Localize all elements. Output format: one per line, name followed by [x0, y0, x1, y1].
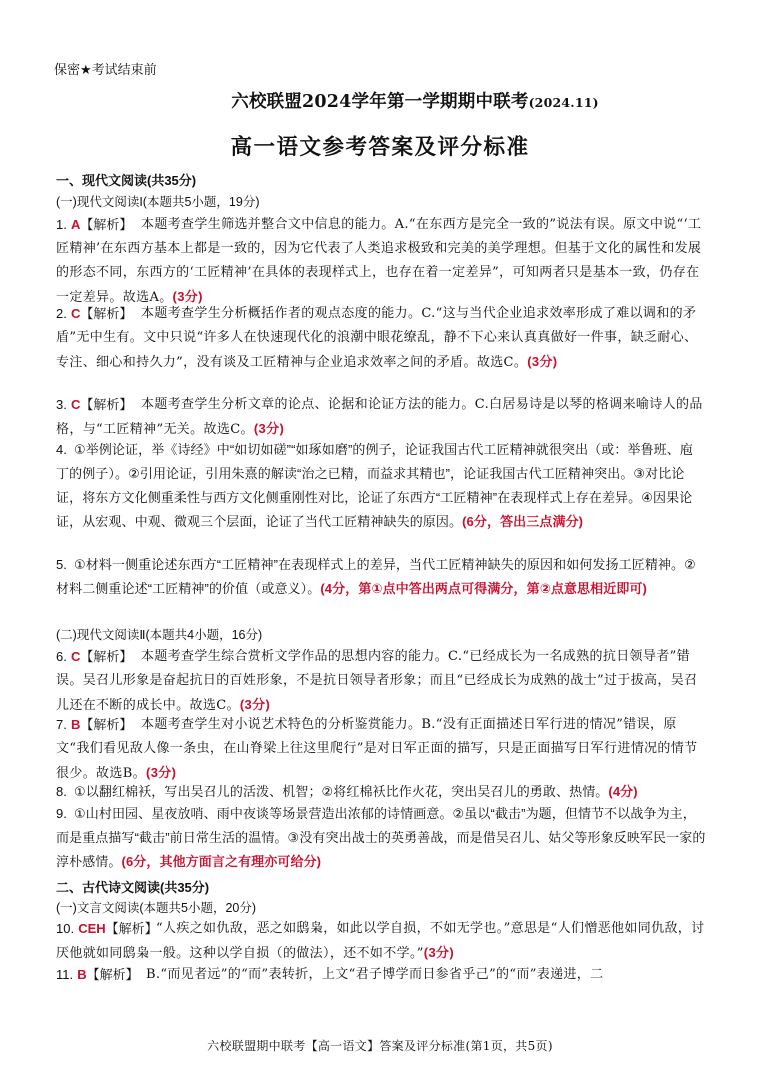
score-note: (3分) — [527, 354, 558, 369]
document-title: 高一语文参考答案及评分标准 — [230, 135, 530, 160]
confidential-label: 保密★考试结束前 — [54, 62, 157, 77]
question-9 — [56, 802, 706, 874]
question-number: 1. — [56, 217, 67, 232]
score-note: (6分，其他方面言之有理亦可给分) — [121, 854, 322, 869]
question-number: 11. — [56, 967, 74, 982]
exam-title — [0, 88, 760, 113]
analysis-tag: 【解析】 — [105, 921, 158, 936]
answer-choice: B — [70, 717, 81, 732]
score-note: (3分) — [423, 945, 455, 960]
question-number: 8. — [56, 784, 67, 799]
score-note: (4分) — [608, 784, 638, 799]
question-number: 7. — [56, 717, 67, 732]
question-2 — [56, 302, 706, 375]
score-note: (3分) — [146, 765, 177, 780]
question-8 — [56, 780, 706, 804]
score-note: (4分，第①点中答出两点可得满分，第②点意思相近即可) — [320, 581, 647, 596]
question-4 — [56, 438, 706, 534]
analysis-text: 本题考查学生筛选并整合文中信息的能力。A.“在东西方是完全一致的”说法有误。原文中说“‘工匠精神’在东西方基本上都是一致的，因为它代表了人类追求极致和完美的美学理想。但基于文化的属性和发展的形态不同，东西方的‘工匠精神’在具体的表现样式上，也存在着一定差异”，可知两者只是基本一致，仍存在一定差异。故选A。 — [56, 217, 702, 305]
score-note: (6分，答出三点满分) — [462, 514, 584, 529]
question-7 — [56, 713, 706, 786]
analysis-text: 本题考查学生综合赏析文学作品的思想内容的能力。C.“已经成长为一名成熟的抗日领导者”错误。吴召儿形象是奋起抗日的百姓形象，不是抗日领导者形象；而且“已经成长为成熟的战士”过于拔高，吴召儿还在不断的成长中。故选C。 — [56, 649, 698, 713]
analysis-tag: 【解析】 — [80, 217, 133, 232]
question-5 — [56, 553, 706, 601]
analysis-text: 本题考查学生分析概括作者的观点态度的能力。C.“这与当代企业追求效率形成了难以调和的矛盾”无中生有。文中只说“许多人在快速现代化的浪潮中眼花缭乱，静不下心来认真真做好一件事，缺乏耐心、专注、细心和持久力”，没有谈及工匠精神与企业追求效率之间的矛盾。故选C。 — [56, 306, 698, 370]
question-11 — [56, 963, 706, 987]
answer-choice: C — [70, 397, 81, 412]
question-number: 6. — [56, 649, 67, 664]
analysis-tag: 【解析】 — [80, 717, 133, 732]
question-number: 9. — [56, 806, 67, 821]
exam-title-date: (2024.11) — [528, 95, 599, 110]
analysis-tag: 【解析】 — [80, 397, 133, 412]
analysis-text: B.“而见者远”的“而”表转折，上文“君子博学而日参省乎己”的“而”表递进，二 — [146, 967, 604, 982]
answer-text: ①以翻红棉袄，写出吴召儿的活泼、机智；②将红棉袄比作火花，突出吴召儿的勇敢、热情。 — [74, 784, 609, 799]
exam-title-main: 六校联盟2024学年第一学期期中联考 — [231, 92, 529, 112]
question-number: 5. — [56, 557, 67, 572]
section-heading-modern-reading: 一、现代文阅读(共35分) — [56, 173, 197, 188]
page-footer: 六校联盟期中联考【高一语文】答案及评分标准(第1页，共5页) — [207, 1039, 553, 1053]
answer-choice: A — [70, 217, 81, 232]
question-number: 3. — [56, 397, 67, 412]
subsection-heading-reading-2: (二)现代文阅读Ⅱ(本题共4小题，16分) — [56, 628, 263, 642]
subsection-heading-classical-1: (一)文言文阅读(本题共5小题，20分) — [56, 901, 257, 915]
answer-choice: C — [70, 306, 81, 321]
analysis-tag: 【解析】 — [80, 306, 133, 321]
score-note: (3分) — [253, 421, 285, 436]
analysis-tag: 【解析】 — [86, 967, 139, 982]
analysis-text: 本题考查学生对小说艺术特色的分析鉴赏能力。B.“没有正面描述日军行进的情况”错误，原文“我们看见敌人像一条虫，在山脊梁上往这里爬行”是对日军正面的描写，只是正面描写日军行进情况的情节很少。故选B。 — [56, 717, 698, 781]
answer-text: ①山村田园、星夜放哨、雨中夜谈等场景营造出浓郁的诗情画意。②虽以“截击”为题，但情节不以战争为主，而是重点描写“截击”前日常生活的温情。③没有突出战士的英勇善战，而是借吴召儿、姑父等形象反映军民一家的淳朴感情。 — [56, 806, 706, 869]
analysis-text: 本题考查学生分析文章的论点、论据和论证方法的能力。C.白居易诗是以琴的格调来喻诗人的品格，与“工匠精神”无关。故选C。 — [56, 397, 703, 437]
section-heading-classical-reading: 二、古代诗文阅读(共35分) — [56, 880, 210, 895]
answer-choice: C — [70, 649, 81, 664]
score-note: (3分) — [239, 697, 271, 712]
question-number: 10. — [56, 921, 75, 936]
question-number: 4. — [56, 442, 67, 457]
subsection-heading-reading-1: (一)现代文阅读I(本题共5小题，19分) — [56, 195, 260, 209]
question-1 — [56, 213, 706, 310]
answer-text: ①材料一侧重论述东西方“工匠精神”在表现样式上的差异，当代工匠精神缺失的原因和如何发扬工匠精神。②材料二侧重论述“工匠精神”的价值（或意义）。 — [56, 557, 696, 596]
answer-text: ①举例论证，举《诗经》中“如切如磋”“如琢如磨”的例子，论证我国古代工匠精神就很突出（或：举鲁班、庖丁的例子）。②引用论证，引用朱熹的解读“治之已精，而益求其精也”，论证我国古代工匠精神突出。③对比论证，将东方文化侧重柔性与西方文化侧重刚性对比，论证了东西方“工匠精神”在表现样式上存在差异。④因果论证，从宏观、中观、微观三个层面，论证了当代工匠精神缺失的原因。 — [56, 442, 693, 529]
answer-choice: B — [77, 967, 87, 982]
question-3 — [56, 393, 706, 442]
question-number: 2. — [56, 306, 67, 321]
question-10 — [56, 917, 706, 966]
answer-choice: CEH — [78, 921, 106, 936]
question-6 — [56, 645, 706, 718]
analysis-tag: 【解析】 — [80, 649, 133, 664]
score-note: (3分) — [172, 289, 203, 304]
analysis-text: “人疾之如仇敌，恶之如鸱枭，如此以学自损，不如无学也。”意思是“人们憎恶他如同仇敌，讨厌他就如同鸱枭一般。这种以学自损（的做法），还不如不学。” — [56, 921, 705, 961]
